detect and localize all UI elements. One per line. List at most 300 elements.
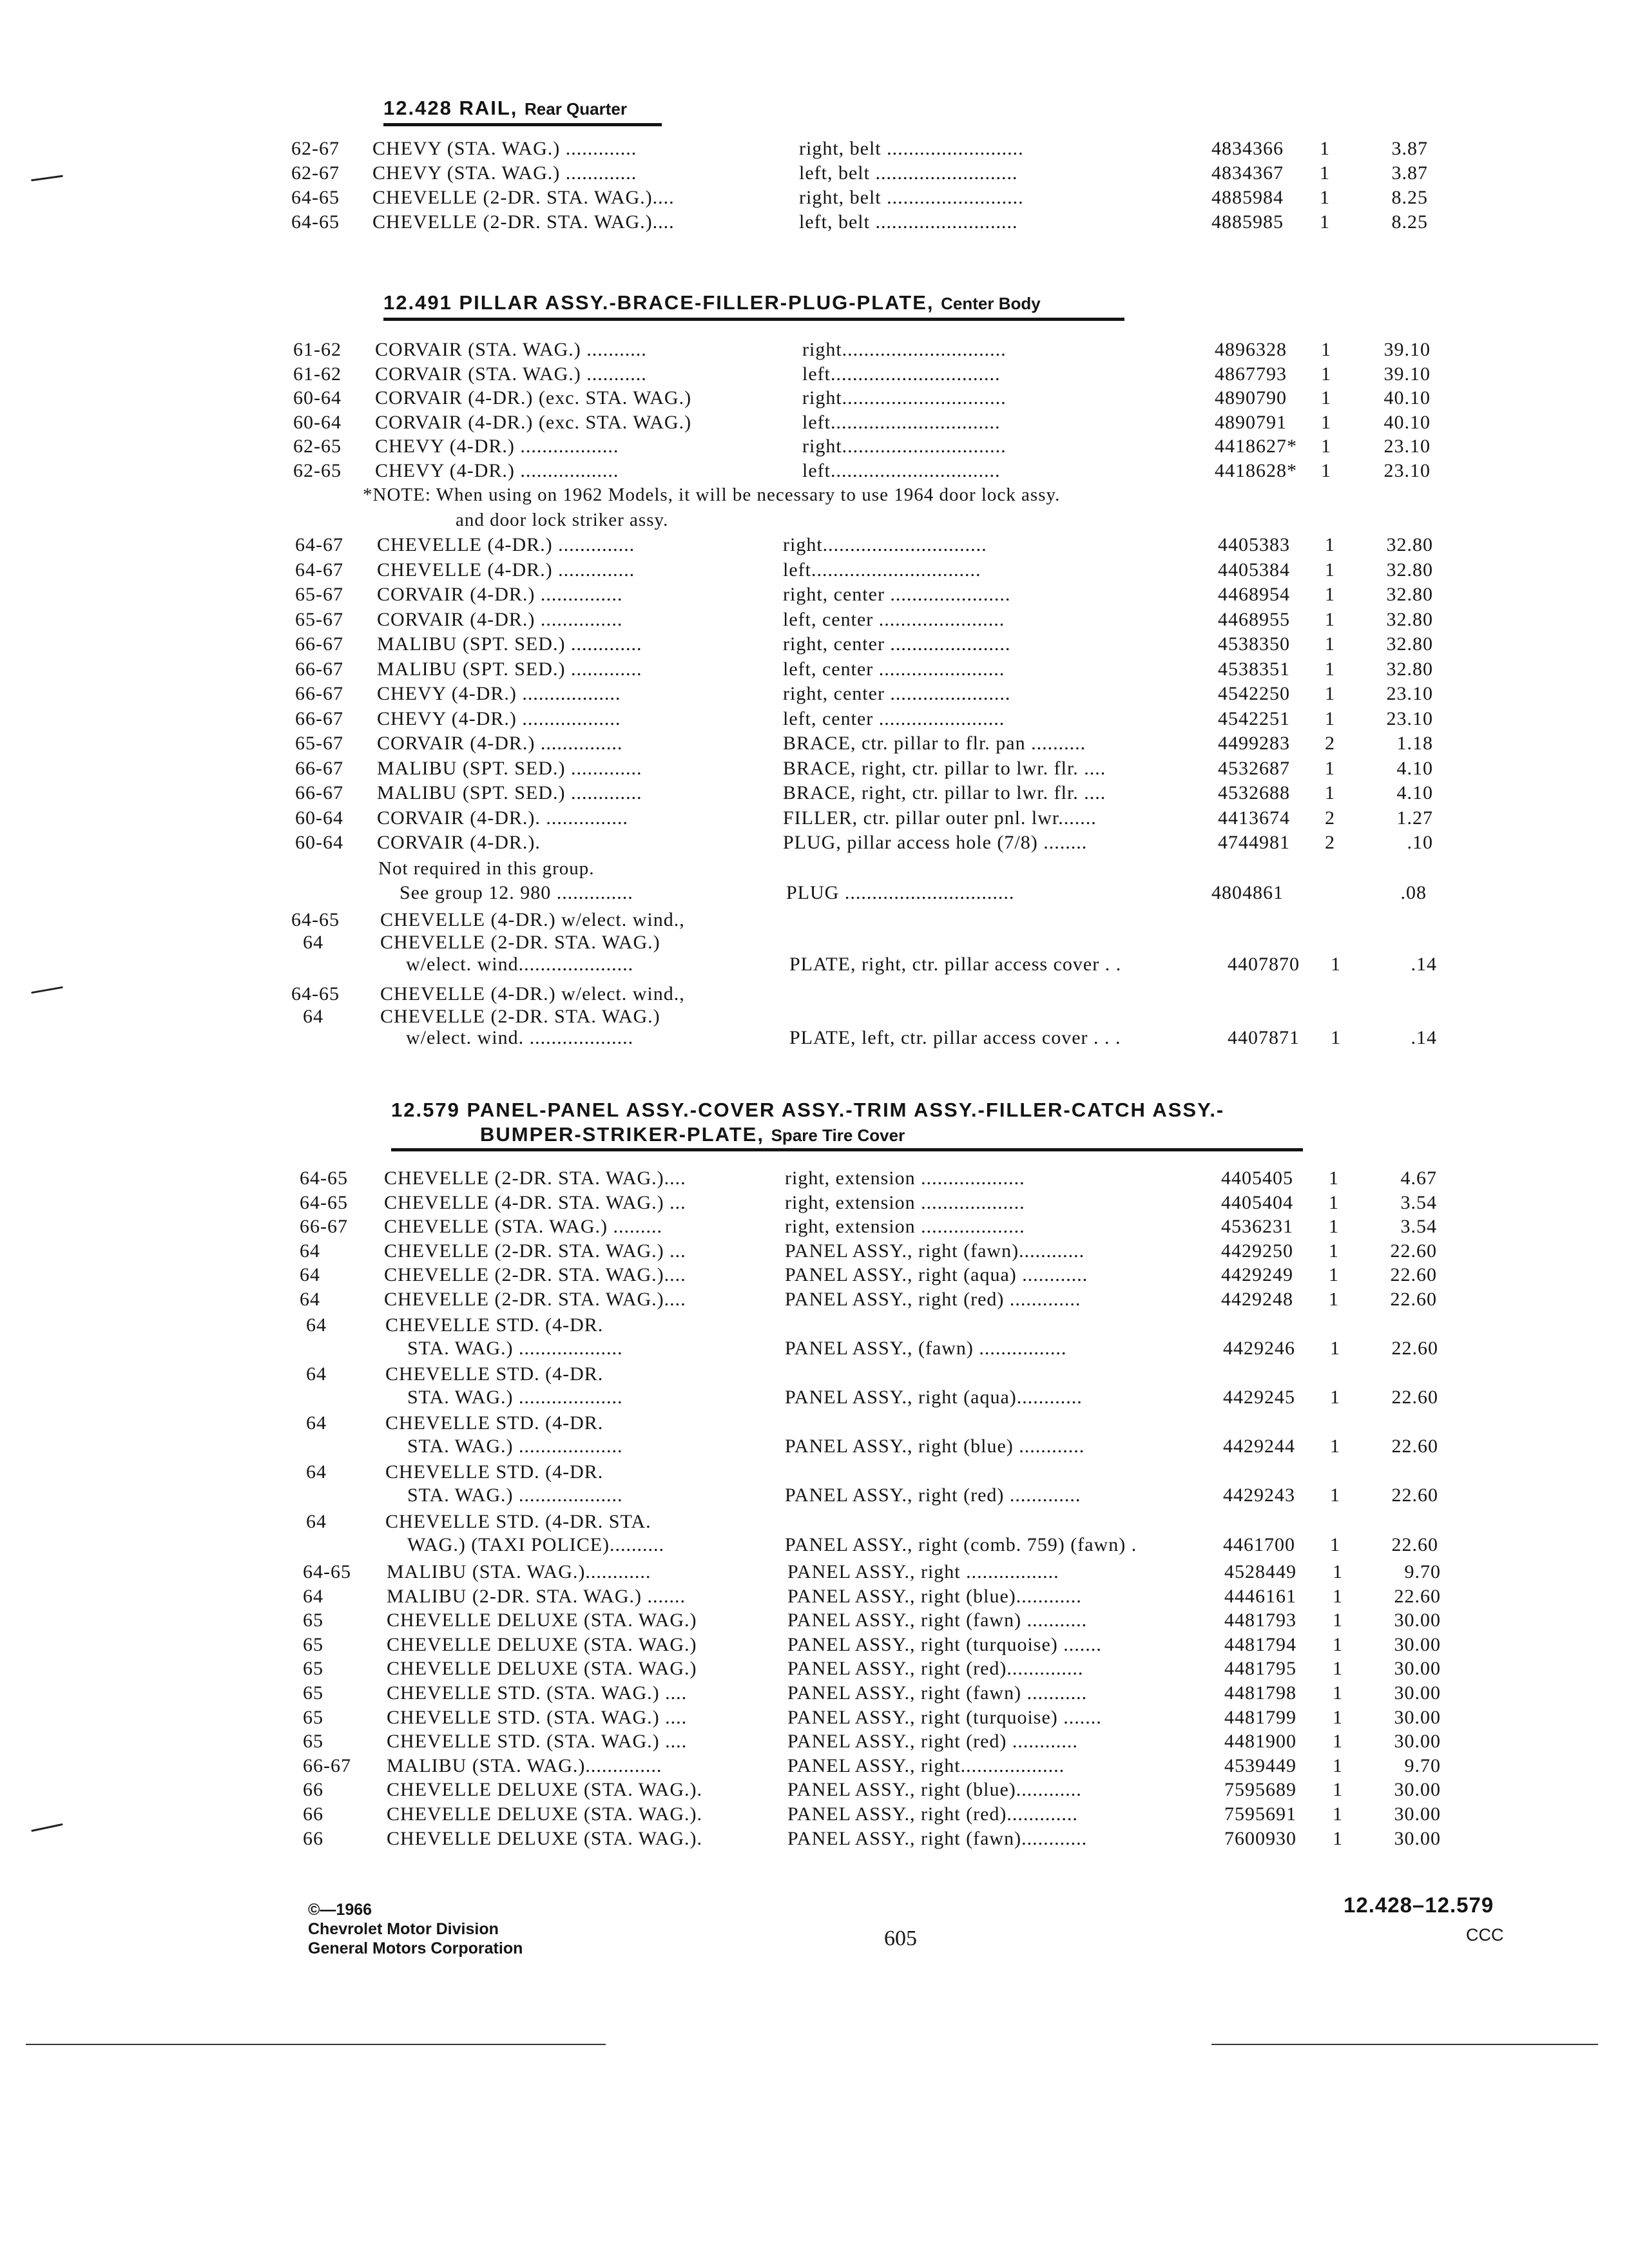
row-model: CORVAIR (4-DR.) (exc. STA. WAG.) xyxy=(375,387,692,408)
row-quantity: 1 xyxy=(1321,459,1331,481)
section-header-12-579-line2 xyxy=(480,1123,905,1146)
row-quantity: 1 xyxy=(1330,1436,1340,1457)
row-year: 65 xyxy=(303,1706,323,1728)
row-year: 61-62 xyxy=(293,339,342,360)
row-part-number: 4446161 xyxy=(1224,1585,1296,1607)
row-year: 66-67 xyxy=(295,782,343,803)
row-year: 66 xyxy=(303,1827,323,1849)
row-model: CHEVELLE (2-DR. STA. WAG.).... xyxy=(372,211,675,233)
row-part-number: 4481793 xyxy=(1224,1610,1296,1631)
row-quantity: 1 xyxy=(1321,411,1331,433)
row-quantity: 1 xyxy=(1320,211,1330,233)
corporation-name: General Motors Corporation xyxy=(308,1939,523,1957)
row-part-number: 4405383 xyxy=(1218,534,1290,555)
table-row xyxy=(0,187,1629,211)
row-model: MALIBU (STA. WAG.).............. xyxy=(387,1754,662,1776)
row-year: 64-65 xyxy=(300,1168,348,1189)
table-row xyxy=(0,1168,1629,1192)
table-row xyxy=(0,1779,1629,1803)
row-part-number: 4429249 xyxy=(1221,1264,1293,1285)
row-quantity: 2 xyxy=(1325,733,1335,754)
table-row xyxy=(0,733,1629,757)
table-row xyxy=(0,1289,1629,1313)
table-row xyxy=(0,683,1629,707)
row-description: PLATE, right, ctr. pillar access cover . . xyxy=(789,954,1122,975)
row-part-number: 4481798 xyxy=(1224,1682,1296,1704)
row-year: 65-67 xyxy=(295,608,343,630)
row-part-number: 4413674 xyxy=(1218,807,1290,829)
row-part-number: 4429244 xyxy=(1223,1436,1295,1457)
row-price: 23.10 xyxy=(1383,459,1431,481)
table-row xyxy=(0,807,1629,832)
row-price: .14 xyxy=(1411,1027,1437,1048)
row-model: CHEVELLE STD. (4-DR. xyxy=(385,1412,604,1434)
row-model: MALIBU (2-DR. STA. WAG.) ....... xyxy=(387,1585,686,1607)
row-model: CHEVELLE STD. (4-DR. xyxy=(385,1314,604,1336)
row-quantity: 1 xyxy=(1330,1387,1340,1408)
row-description: FILLER, ctr. pillar outer pnl. lwr....... xyxy=(783,807,1097,829)
section-rule xyxy=(383,318,1124,321)
row-year: 66 xyxy=(303,1803,323,1825)
table-row-line1 xyxy=(0,1363,1629,1388)
row-price: 32.80 xyxy=(1386,658,1433,680)
row-quantity: 1 xyxy=(1333,1682,1343,1704)
row-year: 64 xyxy=(306,1412,327,1434)
row-quantity: 1 xyxy=(1321,363,1331,385)
row-part-number: 7595689 xyxy=(1224,1779,1296,1801)
row-quantity: 1 xyxy=(1325,534,1335,555)
row-description: PANEL ASSY., right................... xyxy=(787,1754,1065,1776)
table-row-line1 xyxy=(0,1511,1629,1535)
table-row xyxy=(0,1803,1629,1828)
section-subtitle: Center Body xyxy=(941,294,1041,313)
page-edge-line xyxy=(26,2044,606,2045)
row-part-number: 4885984 xyxy=(1211,187,1284,208)
row-description: right, belt ......................... xyxy=(799,138,1024,159)
row-price: 3.87 xyxy=(1391,138,1428,159)
section-header-12-491 xyxy=(383,291,1041,314)
row-year: 60-64 xyxy=(293,387,342,408)
row-price: 8.25 xyxy=(1391,211,1428,233)
page-number: 605 xyxy=(884,1927,917,1950)
row-model: STA. WAG.) ................... xyxy=(407,1387,623,1408)
table-row xyxy=(0,1755,1629,1780)
row-model: CHEVELLE (2-DR. STA. WAG.) ... xyxy=(384,1240,686,1262)
row-part-number: 4532687 xyxy=(1218,757,1290,779)
row-description: PANEL ASSY., right (red)............. xyxy=(787,1803,1078,1825)
row-part-number: 4532688 xyxy=(1218,782,1290,803)
section-title: RAIL, xyxy=(459,97,525,119)
row-price: 9.70 xyxy=(1404,1754,1441,1776)
table-row xyxy=(0,339,1629,363)
row-part-number: 4405405 xyxy=(1221,1168,1293,1189)
row-model: CHEVELLE (4-DR. STA. WAG.) ... xyxy=(384,1191,686,1213)
row-part-number: 4890791 xyxy=(1215,411,1287,433)
row-price: 30.00 xyxy=(1394,1658,1441,1680)
row-description: right.............................. xyxy=(783,534,987,555)
row-quantity: 1 xyxy=(1333,1731,1343,1753)
row-part-number: 4481900 xyxy=(1224,1731,1296,1753)
row-description: PANEL ASSY., right (comb. 759) (fawn) . xyxy=(785,1534,1137,1555)
row-quantity: 1 xyxy=(1321,339,1331,360)
row-description: right, extension ................... xyxy=(785,1168,1025,1189)
row-model: CORVAIR (4-DR.) ............... xyxy=(377,584,623,605)
table-row xyxy=(0,1216,1629,1240)
row-price: 3.54 xyxy=(1400,1191,1437,1213)
row-part-number: 4538350 xyxy=(1218,633,1290,655)
table-row xyxy=(0,609,1629,633)
row-description: PLUG ............................... xyxy=(786,882,1015,903)
row-quantity: 1 xyxy=(1329,1191,1339,1213)
row-description: right, center ...................... xyxy=(783,633,1011,655)
row-description: left, center ....................... xyxy=(783,608,1005,630)
row-model: CHEVELLE (2-DR. STA. WAG.) xyxy=(380,1006,660,1027)
section-subtitle: Rear Quarter xyxy=(525,99,627,119)
row-price: 8.25 xyxy=(1391,187,1428,208)
row-description: right.............................. xyxy=(802,436,1007,457)
row-part-number: 4538351 xyxy=(1218,658,1290,680)
row-description: PANEL ASSY., right (blue) ............ xyxy=(785,1436,1085,1457)
row-part-number: 4405384 xyxy=(1218,559,1290,581)
table-row xyxy=(0,211,1629,236)
page-edge-line xyxy=(1211,2044,1598,2045)
row-description: PANEL ASSY., right (fawn)............ xyxy=(787,1827,1088,1849)
table-row xyxy=(0,1610,1629,1634)
table-row xyxy=(0,1586,1629,1610)
row-year: 64-65 xyxy=(291,909,340,930)
row-part-number: 4744981 xyxy=(1218,832,1290,853)
row-price: 23.10 xyxy=(1386,707,1433,729)
row-year: 64-65 xyxy=(300,1191,348,1213)
row-year: 62-65 xyxy=(293,459,342,481)
table-row-plate-right-line2 xyxy=(0,932,1629,956)
row-price: 30.00 xyxy=(1394,1610,1441,1631)
row-quantity: 1 xyxy=(1333,1827,1343,1849)
row-quantity: 1 xyxy=(1330,1338,1340,1359)
row-part-number: 7595691 xyxy=(1224,1803,1296,1825)
row-quantity: 1 xyxy=(1330,1534,1340,1555)
row-model: MALIBU (SPT. SED.) ............. xyxy=(377,782,642,803)
row-part-number: 4834367 xyxy=(1211,162,1284,184)
row-price: 30.00 xyxy=(1394,1779,1441,1801)
row-quantity: 1 xyxy=(1325,658,1335,680)
row-description: PANEL ASSY., right (red) ............ xyxy=(787,1731,1078,1753)
row-model: CHEVY (4-DR.) .................. xyxy=(377,707,621,729)
row-description: left, belt .......................... xyxy=(799,211,1018,233)
row-price: 22.60 xyxy=(1390,1240,1437,1262)
row-description: right, center ...................... xyxy=(783,584,1011,605)
row-year: 66-67 xyxy=(295,683,343,704)
row-price: 4.10 xyxy=(1396,782,1433,803)
table-row-line1 xyxy=(0,1412,1629,1437)
row-part-number: 4407870 xyxy=(1228,954,1300,975)
row-part-number: 4461700 xyxy=(1223,1534,1295,1555)
table-row xyxy=(0,658,1629,683)
row-part-number: 4405404 xyxy=(1221,1191,1293,1213)
row-description: PANEL ASSY., right (blue)............ xyxy=(787,1779,1082,1801)
row-description: right.............................. xyxy=(802,339,1007,360)
section-title: PILLAR ASSY.-BRACE-FILLER-PLUG-PLATE, xyxy=(459,291,941,314)
row-year: 64 xyxy=(306,1314,327,1336)
row-part-number: 4429250 xyxy=(1221,1240,1293,1262)
row-model: CHEVELLE DELUXE (STA. WAG.) xyxy=(387,1658,697,1680)
row-model: CHEVELLE DELUXE (STA. WAG.) xyxy=(387,1633,697,1655)
row-description: left............................... xyxy=(802,363,1001,385)
division-name: Chevrolet Motor Division xyxy=(308,1920,499,1938)
row-quantity: 1 xyxy=(1325,584,1335,605)
row-price: 22.60 xyxy=(1391,1387,1438,1408)
row-quantity: 1 xyxy=(1333,1658,1343,1680)
row-description: left, center ....................... xyxy=(783,707,1005,729)
table-row xyxy=(0,1682,1629,1707)
row-year: 66-67 xyxy=(295,757,343,779)
row-quantity: 1 xyxy=(1329,1288,1339,1310)
row-quantity: 1 xyxy=(1320,138,1330,159)
row-description: PANEL ASSY., right (fawn)............ xyxy=(785,1240,1085,1262)
row-description: PANEL ASSY., (fawn) ................ xyxy=(785,1338,1067,1359)
row-price: 39.10 xyxy=(1383,339,1431,360)
table-row xyxy=(0,460,1629,485)
row-model: STA. WAG.) ................... xyxy=(407,1436,623,1457)
section-header-12-579 xyxy=(391,1099,1224,1122)
table-row xyxy=(0,138,1629,162)
table-row xyxy=(0,782,1629,807)
row-price: 39.10 xyxy=(1383,363,1431,385)
row-year: 66-67 xyxy=(303,1754,351,1776)
row-price: 22.60 xyxy=(1391,1534,1438,1555)
row-year: 66-67 xyxy=(295,658,343,680)
row-model: CHEVY (4-DR.) .................. xyxy=(375,459,619,481)
row-year: 64-65 xyxy=(291,983,340,1004)
row-model: CHEVELLE STD. (4-DR. xyxy=(385,1363,604,1385)
row-model: CHEVELLE STD. (4-DR. xyxy=(385,1461,604,1483)
row-model: CORVAIR (STA. WAG.) ........... xyxy=(375,363,647,385)
row-quantity: 1 xyxy=(1321,387,1331,408)
row-quantity: 1 xyxy=(1320,162,1330,184)
row-model: CHEVELLE STD. (STA. WAG.) .... xyxy=(387,1706,688,1728)
table-row-plate-right xyxy=(0,954,1629,978)
catalog-code: CCC xyxy=(1466,1925,1504,1945)
table-row xyxy=(0,534,1629,559)
row-model: CHEVELLE (4-DR.) .............. xyxy=(377,534,635,555)
row-quantity: 1 xyxy=(1321,436,1331,457)
row-year: 66-67 xyxy=(295,633,343,655)
row-price: 22.60 xyxy=(1390,1264,1437,1285)
row-price: 32.80 xyxy=(1386,633,1433,655)
row-description: PANEL ASSY., right ................. xyxy=(787,1561,1059,1582)
copyright: ©—1966 xyxy=(308,1901,372,1919)
row-quantity: 2 xyxy=(1325,832,1335,853)
row-model: CHEVY (4-DR.) .................. xyxy=(375,436,619,457)
row-description: PANEL ASSY., right (red) ............. xyxy=(785,1485,1081,1506)
table-row xyxy=(0,436,1629,460)
table-row xyxy=(0,387,1629,412)
row-price: 30.00 xyxy=(1394,1731,1441,1753)
row-model: CHEVELLE DELUXE (STA. WAG.) xyxy=(387,1610,697,1631)
note-line-2: and door lock striker assy. xyxy=(456,510,669,530)
table-row xyxy=(0,1634,1629,1658)
section-number: 12.491 xyxy=(383,291,452,314)
row-description: PANEL ASSY., right (blue)............ xyxy=(787,1585,1082,1607)
row-year: 65-67 xyxy=(295,584,343,605)
row-model: CHEVELLE (2-DR. STA. WAG.).... xyxy=(384,1288,686,1310)
row-part-number: 4429245 xyxy=(1223,1387,1295,1408)
row-price: 3.54 xyxy=(1400,1216,1437,1237)
row-quantity: 1 xyxy=(1330,1485,1340,1506)
row-price: 32.80 xyxy=(1386,534,1433,555)
row-part-number: 7600930 xyxy=(1224,1827,1296,1849)
row-part-number: 4834366 xyxy=(1211,138,1284,159)
table-row xyxy=(0,832,1629,856)
row-model: MALIBU (SPT. SED.) ............. xyxy=(377,658,642,680)
table-row xyxy=(0,1534,1629,1559)
table-row xyxy=(0,758,1629,782)
row-year: 61-62 xyxy=(293,363,342,385)
table-row xyxy=(0,1192,1629,1216)
row-description: BRACE, right, ctr. pillar to lwr. flr. .... xyxy=(783,757,1106,779)
row-year: 65 xyxy=(303,1731,323,1753)
row-year: 64 xyxy=(306,1511,327,1532)
row-price: 1.27 xyxy=(1396,807,1433,829)
table-row xyxy=(0,1338,1629,1362)
row-model: CHEVELLE (2-DR. STA. WAG.).... xyxy=(384,1264,686,1285)
row-description: PANEL ASSY., right (fawn) ........... xyxy=(787,1682,1088,1704)
row-description: PLATE, left, ctr. pillar access cover . . . xyxy=(789,1027,1121,1048)
table-row xyxy=(0,1485,1629,1509)
row-year: 65 xyxy=(303,1610,323,1631)
row-description: left, belt .......................... xyxy=(799,162,1018,184)
section-number: 12.428 xyxy=(383,97,452,119)
row-description: right, center ...................... xyxy=(783,683,1011,704)
row-model: CHEVELLE STD. (STA. WAG.) .... xyxy=(387,1731,688,1753)
table-row xyxy=(0,1731,1629,1755)
row-price: 23.10 xyxy=(1383,436,1431,457)
row-year: 66-67 xyxy=(300,1216,348,1237)
table-row xyxy=(0,584,1629,608)
row-part-number: 4481795 xyxy=(1224,1658,1296,1680)
row-year: 65 xyxy=(303,1633,323,1655)
row-year: 64-67 xyxy=(295,559,343,581)
section-number: 12.579 xyxy=(391,1099,460,1121)
row-part-number: 4481799 xyxy=(1224,1706,1296,1728)
row-description: PANEL ASSY., right (turquoise) ....... xyxy=(787,1633,1102,1655)
row-model: MALIBU (STA. WAG.)............ xyxy=(387,1561,651,1582)
row-price: 1.18 xyxy=(1396,733,1433,754)
row-model: CORVAIR (4-DR.) ............... xyxy=(377,608,623,630)
section-rule xyxy=(383,123,662,126)
row-model: CHEVY (STA. WAG.) ............. xyxy=(372,162,637,184)
row-model: CHEVELLE STD. (STA. WAG.) .... xyxy=(387,1682,688,1704)
row-model: CHEVELLE DELUXE (STA. WAG.). xyxy=(387,1779,702,1801)
row-price: .08 xyxy=(1400,882,1427,903)
row-part-number: 4418628* xyxy=(1215,459,1297,481)
row-price: 3.87 xyxy=(1391,162,1428,184)
table-row-plate-left xyxy=(0,1027,1629,1052)
row-model: CHEVELLE (4-DR.) w/elect. wind., xyxy=(380,909,685,930)
row-price: 4.67 xyxy=(1400,1168,1437,1189)
row-description: right, belt ......................... xyxy=(799,187,1024,208)
row-price: 30.00 xyxy=(1394,1803,1441,1825)
row-year: 64 xyxy=(300,1240,320,1262)
row-quantity: 1 xyxy=(1333,1610,1343,1631)
row-part-number: 4429246 xyxy=(1223,1338,1295,1359)
row-quantity: 1 xyxy=(1325,559,1335,581)
row-price: 4.10 xyxy=(1396,757,1433,779)
row-part-number: 4499283 xyxy=(1218,733,1290,754)
row-quantity: 1 xyxy=(1325,782,1335,803)
row-model: CHEVY (4-DR.) .................. xyxy=(377,683,621,704)
row-quantity: 1 xyxy=(1329,1264,1339,1285)
row-price: 22.60 xyxy=(1394,1585,1441,1607)
row-model: CHEVELLE STD. (4-DR. STA. xyxy=(385,1511,651,1532)
row-part-number: 4407871 xyxy=(1228,1027,1300,1048)
row-description: PANEL ASSY., right (turquoise) ....... xyxy=(787,1706,1102,1728)
row-quantity: 2 xyxy=(1325,807,1335,829)
row-year: 65-67 xyxy=(295,733,343,754)
row-quantity: 1 xyxy=(1325,683,1335,704)
row-quantity: 1 xyxy=(1333,1779,1343,1801)
row-description: PANEL ASSY., right (red) ............. xyxy=(785,1288,1081,1310)
row-price: 32.80 xyxy=(1386,559,1433,581)
note-line-1: *NOTE: When using on 1962 Models, it will be necessary to use 1964 door lock assy. xyxy=(363,485,1061,505)
table-row xyxy=(0,708,1629,733)
row-part-number: 4418627* xyxy=(1215,436,1297,457)
row-price: 40.10 xyxy=(1383,411,1431,433)
row-price: .14 xyxy=(1411,954,1437,975)
row-price: 30.00 xyxy=(1394,1827,1441,1849)
table-row xyxy=(0,363,1629,388)
table-row-plate-right-line1 xyxy=(0,909,1629,934)
row-quantity: 1 xyxy=(1329,1240,1339,1262)
row-price: 32.80 xyxy=(1386,584,1433,605)
row-model: CHEVELLE (STA. WAG.) ......... xyxy=(384,1216,662,1237)
row-year: 62-67 xyxy=(291,138,340,159)
row-model: CHEVELLE (2-DR. STA. WAG.).... xyxy=(372,187,675,208)
row-quantity: 1 xyxy=(1333,1633,1343,1655)
row-model: CHEVELLE (4-DR.) .............. xyxy=(377,559,635,581)
row-model: CORVAIR (STA. WAG.) ........... xyxy=(375,339,647,360)
row-part-number: 4429243 xyxy=(1223,1485,1295,1506)
row-price: 23.10 xyxy=(1386,683,1433,704)
section-title-2: BUMPER-STRIKER-PLATE, xyxy=(480,1123,771,1146)
table-row xyxy=(0,1658,1629,1682)
row-part-number: 4542251 xyxy=(1218,707,1290,729)
row-price: 22.60 xyxy=(1391,1436,1438,1457)
row-part-number: 4896328 xyxy=(1215,339,1287,360)
row-part-number: 4429248 xyxy=(1221,1288,1293,1310)
table-row xyxy=(0,412,1629,436)
row-model: CHEVELLE DELUXE (STA. WAG.). xyxy=(387,1803,702,1825)
row-year: 62-67 xyxy=(291,162,340,184)
table-row-plate-left-line1 xyxy=(0,983,1629,1008)
row-quantity: 1 xyxy=(1320,187,1330,208)
row-year: 64-67 xyxy=(295,534,343,555)
row-description: right.............................. xyxy=(802,387,1007,408)
row-year: 64-65 xyxy=(303,1561,351,1582)
row-year: 64-65 xyxy=(291,187,340,208)
row-description: right, extension ................... xyxy=(785,1191,1025,1213)
row-model: CHEVELLE (2-DR. STA. WAG.) xyxy=(380,932,660,953)
row-part-number: 4804861 xyxy=(1211,882,1284,903)
table-row xyxy=(0,1707,1629,1731)
row-model: CHEVY (STA. WAG.) ............. xyxy=(372,138,637,159)
row-model: CHEVELLE (4-DR.) w/elect. wind., xyxy=(380,983,685,1004)
row-year: 62-65 xyxy=(293,436,342,457)
table-row xyxy=(0,1828,1629,1852)
section-header-12-428 xyxy=(383,97,627,120)
table-row xyxy=(0,633,1629,658)
row-description: PANEL ASSY., right (aqua) ............ xyxy=(785,1264,1088,1285)
